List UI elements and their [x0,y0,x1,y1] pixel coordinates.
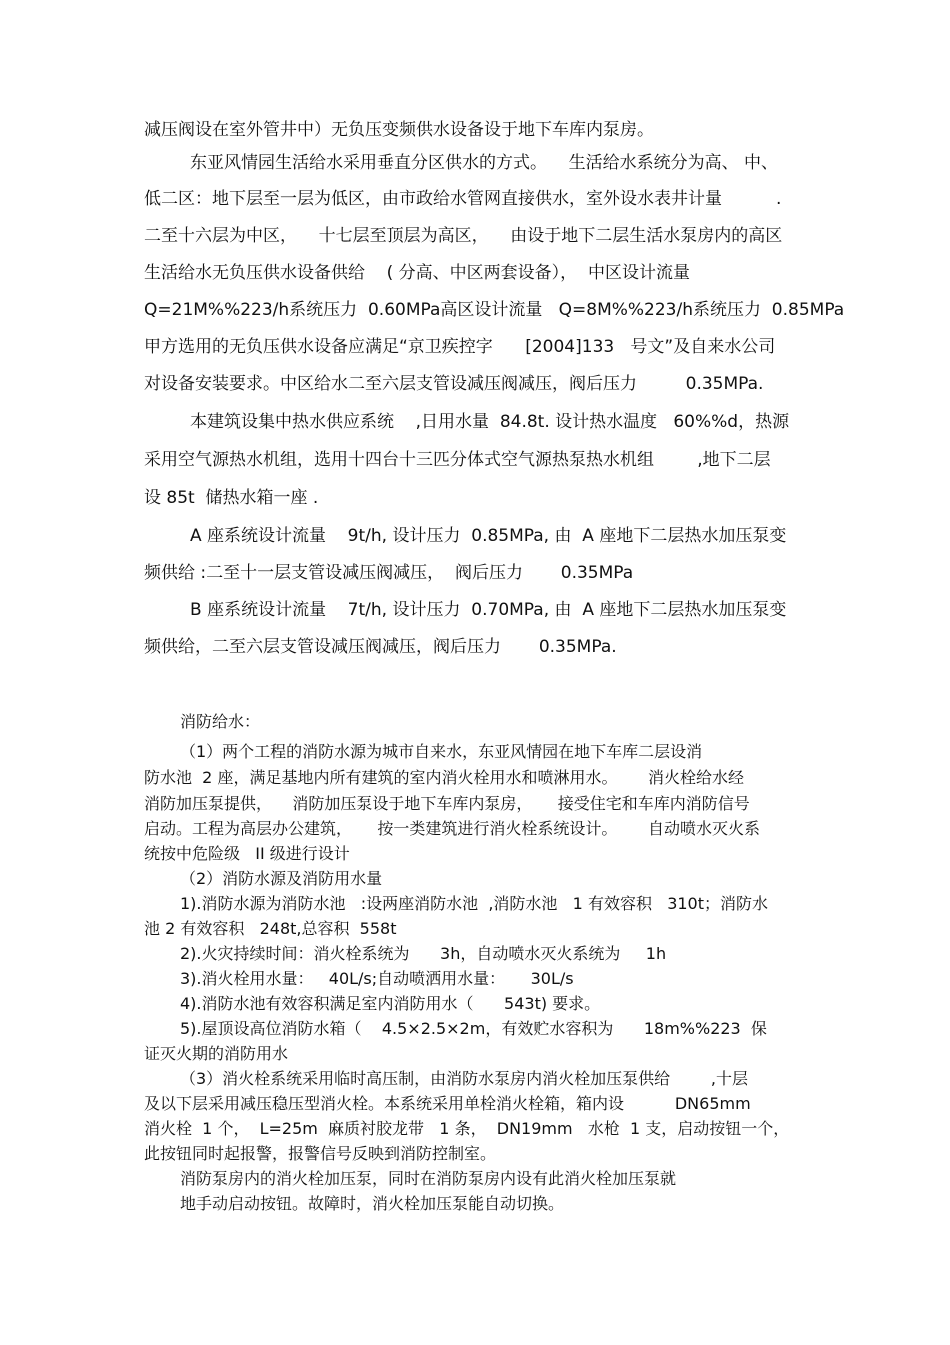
text-line: （2）消防水源及消防用水量 [180,869,383,888]
text-line: 及以下层采用减压稳压型消火栓。本系统采用单栓消火栓箱，箱内设 DN65mm [144,1094,751,1113]
text-line: 频供给 :二至十一层支管设减压阀减压， 阀后压力 0.35MPa [144,563,634,583]
text-line: 5).屋顶设高位消防水箱（ 4.5×2.5×2m，有效贮水容积为 18m%%223 保 [180,1019,767,1038]
text-line: 本建筑设集中热水供应系统 ,日用水量 84.8t. 设计热水温度 60%%d，热源 [190,412,790,432]
text-line: 低二区：地下层至一层为低区，由市政给水管网直接供水，室外设水表井计量 . [144,189,782,209]
text-line: 减压阀设在室外管井中）无负压变频供水设备设于地下车库内泵房。 [144,120,654,140]
text-line: 地手动启动按钮。故障时，消火栓加压泵能自动切换。 [180,1194,565,1213]
text-line: 此按钮同时起报警，报警信号反映到消防控制室。 [144,1144,497,1163]
text-line: （3）消火栓系统采用临时高压制，由消防水泵房内消火栓加压泵供给 ,十层 [180,1069,748,1088]
text-line: 4).消防水池有效容积满足室内消防用水（ 543t) 要求。 [180,994,601,1013]
text-line: 消防加压泵提供， 消防加压泵设于地下车库内泵房， 接受住宅和车库内消防信号 [144,794,750,813]
text-line: 1).消防水源为消防水池 :设两座消防水池 ,消防水池 1 有效容积 310t；消防水 [180,894,769,913]
text-line: 频供给，二至六层支管设减压阀减压，阀后压力 0.35MPa. [144,637,617,657]
text-line: 启动。工程为高层办公建筑， 按一类建筑进行消火栓系统设计。 自动喷水灭火系 [144,819,760,838]
section-heading: 消防给水： [180,712,261,731]
text-line: 对设备安装要求。中区给水二至六层支管设减压阀减压，阀后压力 0.35MPa. [144,374,764,394]
text-line: 消防泵房内的消火栓加压泵，同时在消防泵房内设有此消火栓加压泵就 [180,1169,677,1188]
text-line: 二至十六层为中区， 十七层至顶层为高区， 由设于地下二层生活水泵房内的高区 [144,226,783,246]
text-line: 2).火灾持续时间：消火栓系统为 3h，自动喷水灭火系统为 1h [180,944,667,963]
text-line: 3).消火栓用水量： 40L/s;自动喷洒用水量： 30L/s [180,969,574,988]
text-line: 东亚风情园生活给水采用垂直分区供水的方式。 生活给水系统分为高、 中、 [190,153,779,173]
text-line: A 座系统设计流量 9t/h, 设计压力 0.85MPa, 由 A 座地下二层热水加压泵变 [190,526,787,546]
text-line: 采用空气源热水机组，选用十四台十三匹分体式空气源热泵热水机组 ,地下二层 [144,450,771,470]
text-line: 防水池 2 座，满足基地内所有建筑的室内消火栓用水和喷淋用水。 消火栓给水经 [144,768,744,787]
text-line: 证灭火期的消防用水 [144,1044,289,1063]
text-line: Q=21M%%223/h系统压力 0.60MPa高区设计流量 Q=8M%%223/h系统压力 0.85MPa [144,300,845,320]
text-line: 甲方选用的无负压供水设备应满足“京卫疾控字 [2004]133 号文”及自来水公司 [144,337,776,357]
text-line: 生活给水无负压供水设备供给 ( 分高、中区两套设备）， 中区设计流量 [144,263,690,283]
text-line: （1）两个工程的消防水源为城市自来水，东亚风情园在地下车库二层设消 [180,742,703,761]
text-line: 消火栓 1 个， L=25m 麻质衬胶龙带 1 条， DN19mm 水枪 1 支，启动按钮一个， [144,1119,790,1138]
text-line: 池 2 有效容积 248t,总容积 558t [144,919,397,938]
text-line: B 座系统设计流量 7t/h, 设计压力 0.70MPa, 由 A 座地下二层热水加压泵变 [190,600,787,620]
text-line: 统按中危险级 II 级进行设计 [144,844,350,863]
text-line: 设 85t 储热水箱一座 . [144,488,319,508]
